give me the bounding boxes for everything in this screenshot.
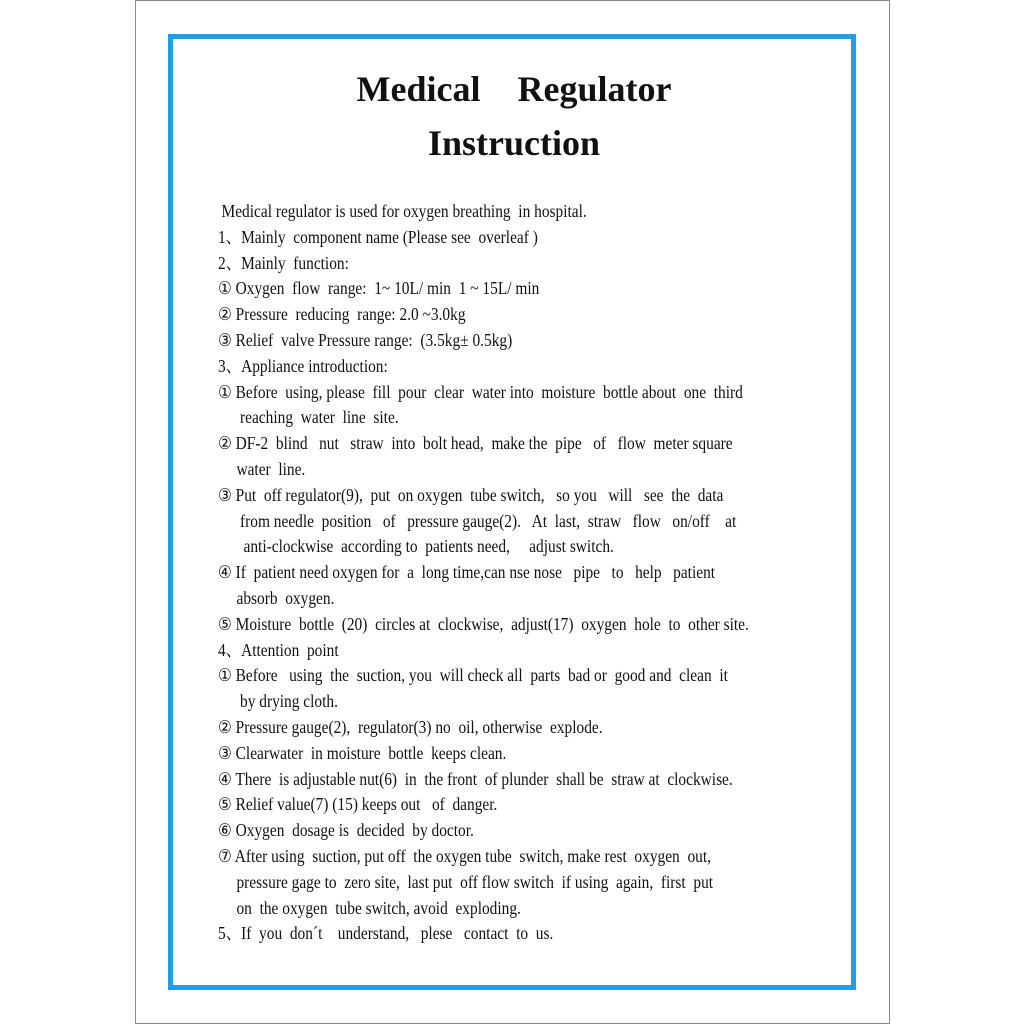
list-item: ④ There is adjustable nut(6) in the front of plunder shall be straw at clockwise. [218, 768, 733, 789]
section-heading: 1、Mainly component name (Please see overleaf ) [218, 226, 538, 247]
list-item-continuation: reaching water line site. [240, 407, 399, 428]
intro-text: Medical regulator is used for oxygen breathing in hospital. [221, 201, 587, 221]
list-item-continuation: from needle position of pressure gauge(2). At last, straw flow on/off at [240, 510, 737, 531]
list-item-continuation: water line. [236, 458, 306, 479]
list-item: ⑥ Oxygen dosage is decided by doctor. [218, 820, 474, 841]
list-item: ③ Put off regulator(9), put on oxygen tube switch, so you will see the data [218, 484, 724, 505]
list-item: ③ Clearwater in moisture bottle keeps clean. [218, 742, 507, 763]
list-item: ② Pressure reducing range: 2.0 ~3.0kg [218, 304, 466, 325]
section-heading: 2、Mainly function: [218, 252, 349, 273]
title-line-1: Medical Regulator [356, 69, 672, 109]
list-item: ⑤ Moisture bottle (20) circles at clockwise, adjust(17) oxygen hole to other site. [218, 613, 749, 634]
instruction-body [218, 199, 816, 947]
list-item: ① Before using, please fill pour clear water into moisture bottle about one third [218, 381, 743, 402]
list-item: ① Before using the suction, you will check all parts bad or good and clean it [218, 665, 728, 686]
list-item-continuation: by drying cloth. [240, 691, 338, 712]
list-item-continuation: pressure gage to zero site, last put off flow switch if using again, first put [236, 871, 714, 892]
list-item-continuation: on the oxygen tube switch, avoid exploding. [236, 897, 521, 918]
section-heading: 4、Attention point [218, 639, 339, 660]
list-item: ⑤ Relief value(7) (15) keeps out of danger. [218, 794, 498, 815]
list-item: ④ If patient need oxygen for a long time,can nse nose pipe to help patient [218, 562, 716, 583]
list-item: ② Pressure gauge(2), regulator(3) no oil, otherwise explode. [218, 716, 603, 737]
list-item-continuation: absorb oxygen. [236, 587, 335, 608]
section-heading: 3、Appliance introduction: [218, 355, 388, 376]
list-item: ③ Relief valve Pressure range: (3.5kg± 0.5kg) [218, 329, 513, 350]
list-item: ⑦ After using suction, put off the oxygen tube switch, make rest oxygen out, [218, 845, 711, 866]
list-item-continuation: anti-clockwise according to patients need, adjust switch. [243, 536, 614, 557]
list-item: ② DF-2 blind nut straw into bolt head, make the pipe of flow meter square [218, 433, 733, 454]
list-item: ① Oxygen flow range: 1~ 10L/ min 1 ~ 15L/ min [218, 278, 540, 299]
title-line-2: Instruction [427, 123, 601, 163]
section-heading: 5、If you don´t understand, plese contact to us. [218, 923, 554, 944]
